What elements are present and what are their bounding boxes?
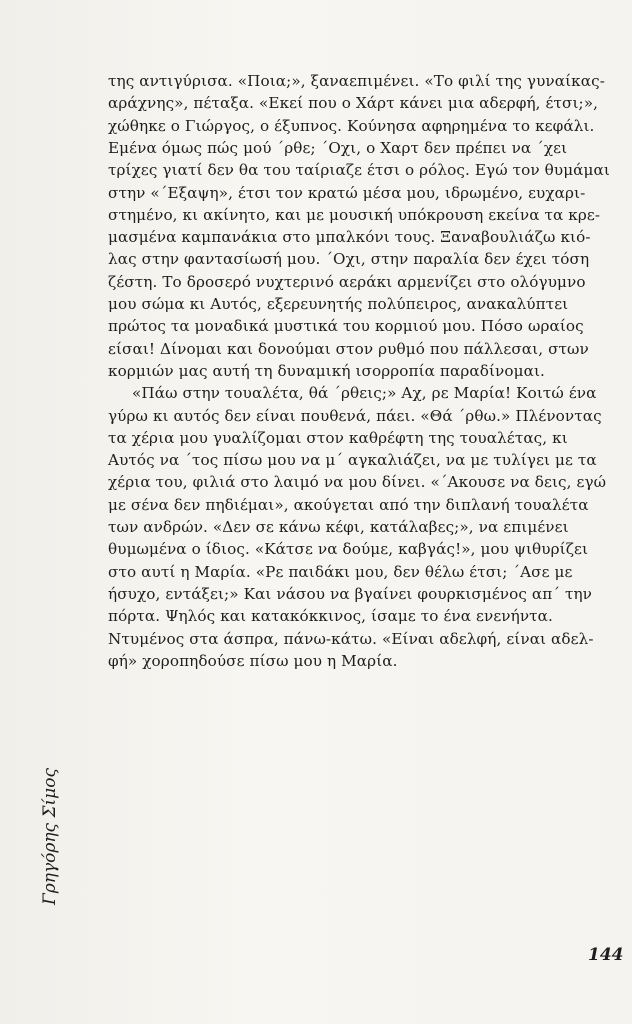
text-line: της αντιγύρισα. «Ποια;», ξαναεπιμένει. «Το φιλί της γυναίκας- — [108, 72, 605, 90]
text-line: Αυτός να ΄τος πίσω μου να μ΄ αγκαλιάζει, να με τυλίγει με τα — [108, 451, 597, 470]
text-line: ήσυχο, εντάξει;» Και νάσου να βγαίνει φουρκισμένος απ΄ την — [108, 584, 592, 603]
text-line: «Πάω στην τουαλέτα, θά ΄ρθεις;» Αχ, ρε Μαρία! Κοιτώ ένα — [132, 384, 597, 403]
text-line: στην «΄Εξαψη», έτσι τον κρατώ μέσα μου, ιδρωμένο, ευχαρι- — [108, 183, 586, 202]
text-line: ζέστη. Το δροσερό νυχτερινό αεράκι αρμενίζει στο ολόγυμνο — [108, 272, 586, 291]
text-line: είσαι! Δίνομαι και δονούμαι στον ρυθμό που πάλλεσαι, στων — [108, 339, 589, 358]
text-line: στο αυτί η Μαρία. «Ρε παιδάκι μου, δεν θέλω έτσι; ΄Ασε με — [108, 562, 573, 581]
text-line: λας στην φαντασίωσή μου. ΄Οχι, στην παραλία δεν έχει τόση — [108, 250, 590, 269]
author-running-head: Γρηγόρης Σίμος — [40, 768, 60, 905]
text-line: χώθηκε ο Γιώργος, ο έξυπνος. Κούνησα αφηρημένα το κεφάλι. — [108, 116, 595, 135]
text-line: πρώτος τα μοναδικά μυστικά του κορμιού μου. Πόσο ωραίος — [108, 317, 584, 336]
text-line: Εμένα όμως πώς μού ΄ρθε; ΄Οχι, ο Χαρτ δεν πρέπει να ΄χει — [108, 138, 568, 157]
text-line: κορμιών μας αυτή τη δυναμική ισορροπία παραδίνομαι. — [108, 361, 545, 380]
text-line: μου σώμα κι Αυτός, εξερευνητής πολύπειρος, ανακαλύπτει — [108, 295, 569, 313]
text-line: Ντυμένος στα άσπρα, πάνω-κάτω. «Είναι αδελφή, είναι αδελ- — [108, 629, 594, 648]
text-line: θυμωμένα ο ίδιος. «Κάτσε να δούμε, καβγάς!», μου ψιθυρίζει — [108, 540, 589, 559]
text-line: αράχνης», πέταξα. «Εκεί που ο Χάρτ κάνει μια αδερφή, έτσι;», — [108, 94, 599, 113]
text-line: φή» χοροπηδούσε πίσω μου η Μαρία. — [108, 651, 398, 670]
text-line: γύρω κι αυτός δεν είναι πουθενά, πάει. «Θά ΄ρθω.» Πλένοντας — [108, 406, 602, 425]
text-line: μασμένα καμπανάκια στο μπαλκόνι τους. Ξαναβουλιάζω κιό- — [108, 228, 591, 247]
text-line: πόρτα. Ψηλός και κατακόκκινος, ίσαμε το ένα ενενήντα. — [108, 607, 553, 626]
text-line: με σένα δεν πηδιέμαι», ακούγεται από την διπλανή τουαλέτα — [108, 495, 589, 514]
text-line: τρίχες γιατί δεν θα του ταίριαζε έτσι ο ρόλος. Εγώ τον θυμάμαι — [108, 161, 610, 180]
text-line: στημένο, κι ακίνητο, και με μουσική υπόκρουση εκείνα τα κρε- — [108, 205, 601, 224]
text-line: των ανδρών. «Δεν σε κάνω κέφι, κατάλαβες;», να επιμένει — [108, 518, 569, 536]
page-number: 144 — [588, 945, 624, 965]
text-line: χέρια του, φιλιά στο λαιμό να μου δίνει. «΄Ακουσε να δεις, εγώ — [108, 473, 607, 492]
text-line: τα χέρια μου γυαλίζομαι στον καθρέφτη της τουαλέτας, κι — [108, 428, 568, 447]
